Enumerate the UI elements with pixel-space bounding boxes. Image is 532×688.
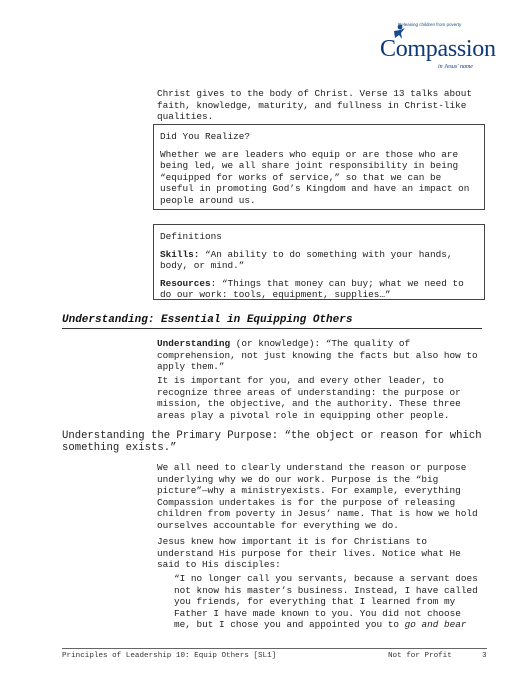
quote-emphasis: go and bear xyxy=(404,619,467,631)
understanding-term: Understanding xyxy=(157,338,231,349)
page-number: 3 xyxy=(482,652,487,660)
compassion-logo xyxy=(378,22,496,70)
footer-title: Principles of Leadership 10: Equip Others [SL1] xyxy=(62,652,277,660)
definitions-box xyxy=(153,224,485,300)
intro-line: faith, knowledge, maturity, and fullness in Christ-like xyxy=(157,99,467,111)
page-footer xyxy=(62,648,487,661)
did-you-realize-text: Whether we are leaders who equip or are those who are being led, we all share joint responsibility in being “equipped for works of service,” so that we can be useful in promoting God’s Kingdom and have an impact on people around us. xyxy=(160,148,470,206)
did-you-realize-title: Did You Realize? xyxy=(160,131,251,142)
purpose-paragraph: We all need to clearly understand the reason or purpose underlying why we do our work. Purpose is the “big picture”—why a ministryexists. For example, everything Compassion undertakes is for the purpose of releasing children from poverty in Jesus’ name. That is how we hold ourselves accountable for everything we do. xyxy=(157,462,478,531)
logo-tagline: Releasing children from poverty xyxy=(398,22,462,27)
scripture-quote: “I no longer call you servants, because a servant does not know his master’s business. Instead, I have called you friends, for everything that I learned from my Father I have made known to you. You did not choose me, but I chose you and appointed you to go and bear xyxy=(174,573,478,631)
section-heading: Understanding: Essential in Equipping Others xyxy=(62,314,482,329)
intro-paragraph xyxy=(157,88,497,123)
resources-definition: Resources: “Things that money can buy; what we need to do our work: tools, equipment, supplies…” xyxy=(160,277,464,301)
primary-purpose-heading: Understanding the Primary Purpose: “the object or reason for which something exists.” xyxy=(62,430,482,455)
intro-line: Christ gives to the body of Christ. Verse 13 talks about xyxy=(157,88,473,99)
importance-paragraph: It is important for you, and every other leader, to recognize three areas of understanding: the purpose or mission, the objective, and the authority. These three areas play a pivotal role in equipping other people. xyxy=(157,375,461,421)
understanding-definition: Understanding (or knowledge): “The quality of comprehension, not just knowing the facts but also how to apply them.” xyxy=(157,338,478,373)
logo-subline: in Jesus' name xyxy=(438,64,473,70)
jesus-paragraph: Jesus knew how important it is for Christians to understand His purpose for their lives. Notice what He said to His disciples: xyxy=(157,536,461,571)
footer-not-for-profit: Not for Profit xyxy=(388,652,452,660)
logo-wordmark: Compassion xyxy=(380,36,496,62)
resources-term: Resources xyxy=(160,277,211,289)
did-you-realize-box xyxy=(153,124,485,210)
intro-line: qualities. xyxy=(157,111,214,123)
skills-definition: Skills: “An ability to do something with your hands, body, or mind.” xyxy=(160,248,453,272)
definitions-title: Definitions xyxy=(160,231,222,242)
skills-term: Skills: xyxy=(160,248,200,260)
